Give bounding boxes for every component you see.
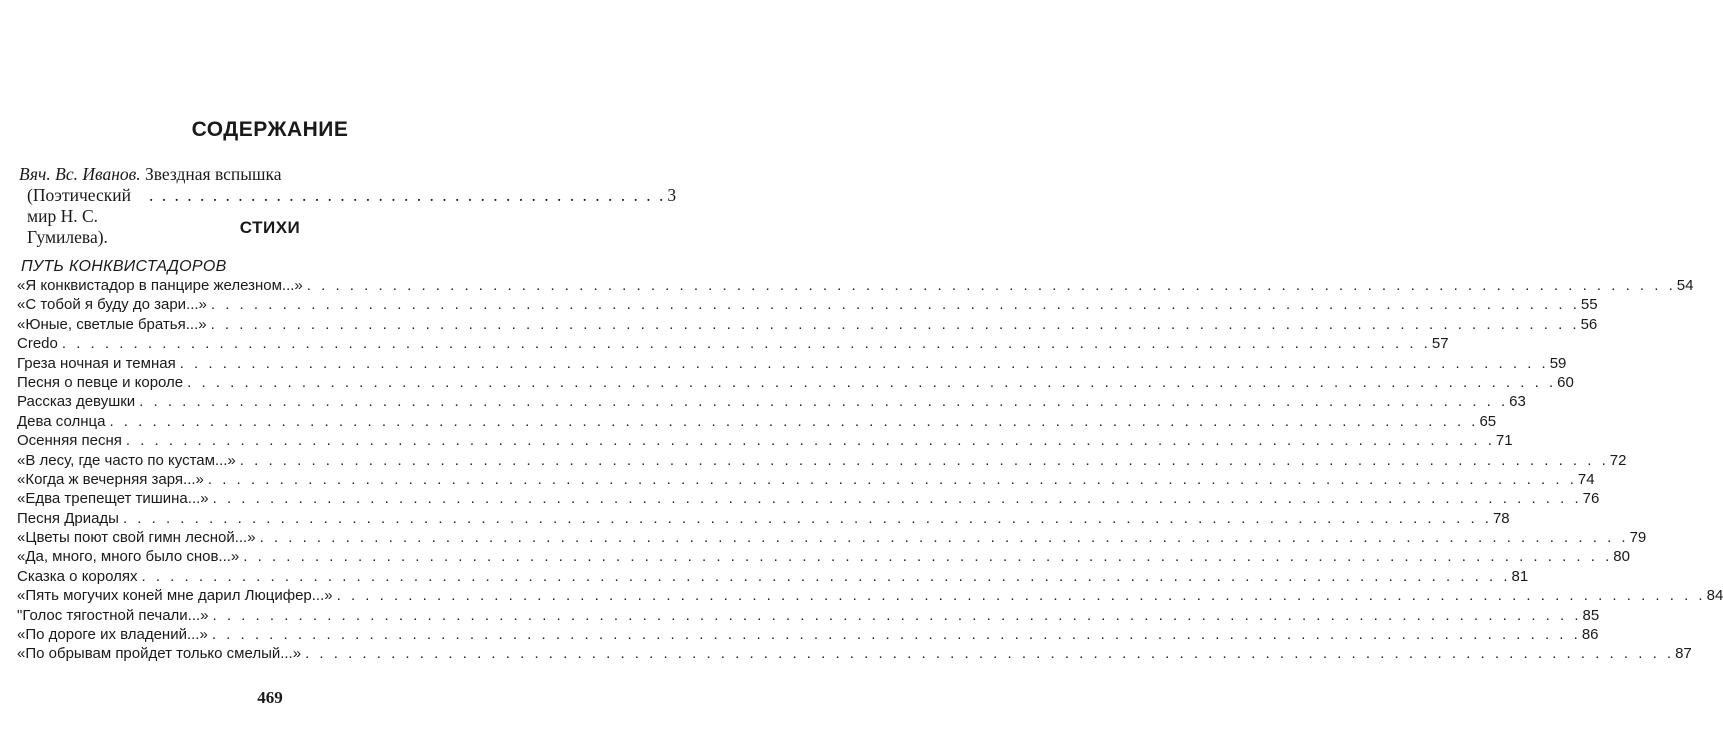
preface-line-2 — [19, 185, 677, 248]
toc-entry-title: «Когда ж вечерняя заря...» — [17, 470, 204, 488]
toc-leader-dots — [211, 315, 1580, 334]
toc-entry-page: 78 — [1492, 509, 1510, 527]
toc-leader-dots — [187, 373, 1556, 392]
toc-entry — [17, 431, 1513, 450]
subsection-title: ПУТЬ КОНКВИСТАДОРОВ — [21, 258, 227, 275]
toc-entry — [17, 354, 1567, 373]
toc-entry-title: Осенняя песня — [17, 432, 122, 450]
contents-heading: СОДЕРЖАНИЕ — [191, 118, 349, 141]
toc-entry-title: Дева солнца — [17, 412, 106, 430]
toc-leader-dots — [212, 625, 1581, 644]
toc-leader-dots — [307, 276, 1676, 295]
toc-entry — [17, 567, 1529, 586]
toc-entry-page: 57 — [1431, 335, 1449, 353]
toc-entry-page: 65 — [1479, 412, 1497, 430]
toc-entry-title: «Едва трепещет тишина...» — [17, 490, 209, 508]
preface-author: Вяч. Вс. Иванов. — [19, 164, 141, 184]
toc-entry — [17, 295, 1598, 314]
toc-entry — [17, 606, 1600, 625]
toc-entry-page: 55 — [1580, 296, 1598, 314]
toc-entry — [17, 509, 1510, 528]
toc-leader-dots — [211, 295, 1580, 314]
toc-entry-title: Греза ночная и темная — [17, 354, 176, 372]
toc-entry-page: 74 — [1577, 470, 1595, 488]
toc-entry-title: Рассказ девушки — [17, 393, 136, 411]
toc-leader-dots — [337, 586, 1706, 605]
page-number: 469 — [257, 688, 283, 707]
toc-entry-page: 59 — [1549, 354, 1567, 372]
toc-entry-page: 80 — [1613, 548, 1630, 566]
toc-entry-page: 71 — [1495, 432, 1513, 450]
preface-subtitle: (Поэтический мир Н. С. Гумилева). — [27, 185, 131, 247]
toc-entry-title: «Юные, светлые братья...» — [17, 315, 207, 333]
toc-entry-title: «По дороге их владений...» — [17, 626, 208, 644]
preface-leader-dots: . . . . . . . . . . . . . . . . . . . . . . . . . . . . . . . . . . . . . . . . . — [148, 185, 666, 205]
section-title: СТИХИ — [239, 218, 301, 237]
toc-leader-dots — [126, 431, 1495, 450]
toc-entry-title: Песня о певце и короле — [17, 373, 184, 391]
toc-leader-dots — [240, 451, 1609, 470]
toc-entry — [17, 470, 1595, 489]
toc-entry-title: «По обрывам пройдет только смелый...» — [17, 645, 302, 663]
toc-entry — [17, 625, 1599, 644]
toc-entry — [17, 392, 1526, 411]
toc-entry — [17, 644, 1692, 663]
toc-entry-title: "Голос тягостной печали...» — [17, 606, 209, 624]
toc-leader-dots — [243, 547, 1612, 566]
toc-leader-dots — [208, 470, 1577, 489]
toc-entry-title: «Цветы поют свой гимн лесной...» — [17, 529, 256, 547]
toc-entry — [17, 489, 1600, 508]
toc-entry — [17, 334, 1449, 353]
toc-entry-page: 87 — [1675, 645, 1692, 663]
toc-entry — [17, 528, 1647, 547]
preface-line-1 — [19, 164, 467, 185]
toc-leader-dots — [260, 528, 1629, 547]
toc-entry-page: 85 — [1582, 606, 1600, 624]
toc-entry-page: 86 — [1581, 626, 1599, 644]
toc-entry-title: Credo — [17, 335, 58, 353]
toc-leader-dots — [213, 606, 1582, 625]
toc-entry — [17, 373, 1574, 392]
toc-leader-dots — [139, 392, 1508, 411]
toc-entry — [17, 547, 1630, 566]
toc-entry-page: 84 — [1706, 587, 1723, 605]
toc-entry — [17, 586, 1723, 605]
toc-entry-title: «В лесу, где часто по кустам...» — [17, 451, 236, 469]
toc-entry-title: «Да, много, много было снов...» — [17, 548, 240, 566]
toc-entry-page: 56 — [1580, 315, 1598, 333]
toc-entry-title: «Пять могучих коней мне дарил Люцифер...» — [17, 587, 333, 605]
toc-entry-page: 76 — [1582, 490, 1600, 508]
toc-entry-page: 54 — [1676, 277, 1694, 294]
toc-entry-page: 63 — [1509, 393, 1526, 411]
toc-entry-title: Песня Дриады — [17, 509, 119, 527]
toc-entry — [17, 276, 1694, 295]
toc-leader-dots — [305, 644, 1674, 663]
preface-page: 3 — [667, 185, 677, 205]
toc-leader-dots — [180, 354, 1549, 373]
toc-entry — [17, 451, 1627, 470]
toc-entry-page: 72 — [1609, 451, 1627, 469]
preface-title: Звездная вспышка — [145, 164, 282, 184]
toc-entry — [17, 315, 1598, 334]
toc-leader-dots — [123, 509, 1492, 528]
toc-entry-page: 81 — [1511, 567, 1529, 585]
toc-leader-dots — [142, 567, 1511, 586]
toc-entry-page: 79 — [1629, 529, 1647, 547]
toc-leader-dots — [109, 412, 1478, 431]
toc-entry-title: «С тобой я буду до зари...» — [17, 296, 207, 314]
toc-entry — [17, 412, 1497, 431]
toc-entry-title: «Я конквистадор в панцире железном...» — [17, 277, 303, 294]
toc-leader-dots — [62, 334, 1431, 353]
toc-leader-dots — [213, 489, 1582, 508]
toc-list — [17, 276, 1723, 664]
toc-entry-page: 60 — [1557, 373, 1574, 391]
toc-entry-title: Сказка о королях — [17, 567, 138, 585]
